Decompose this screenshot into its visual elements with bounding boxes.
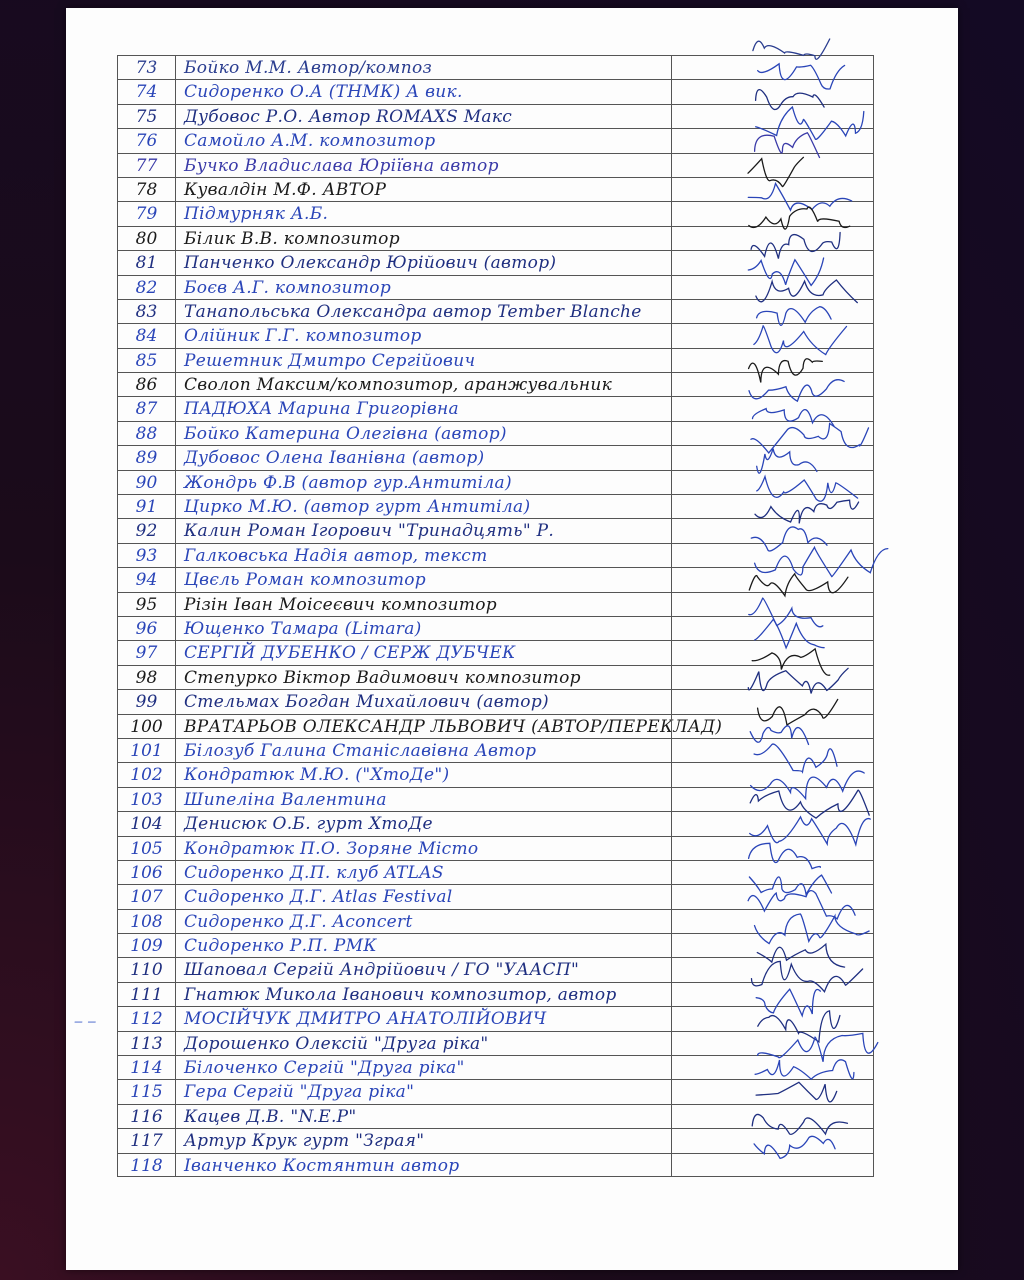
signature-cell <box>671 1154 673 1176</box>
signature-cell <box>671 763 673 786</box>
signature-cell <box>671 885 673 908</box>
table-row <box>117 323 874 347</box>
row-number: 91 <box>118 495 176 518</box>
participant-entry: Кондратюк М.Ю. ("ХтоДе") <box>184 765 450 786</box>
signature-cell <box>671 1007 673 1030</box>
table-row <box>117 421 874 445</box>
participant-entry: Галковська Надія автор, текст <box>184 545 488 566</box>
row-number: 115 <box>118 1080 176 1103</box>
participant-entry: Дубовос Р.О. Автор ROMAXS Макс <box>184 106 513 127</box>
signature-cell <box>671 715 673 738</box>
table-row <box>117 1031 874 1055</box>
signature-cell <box>671 788 673 811</box>
signature-cell <box>671 56 673 79</box>
participant-entry: Сидоренко Д.П. клуб ATLAS <box>184 862 444 883</box>
row-number: 99 <box>118 690 176 713</box>
row-number: 110 <box>118 958 176 981</box>
signature-cell <box>671 178 673 201</box>
row-number: 86 <box>118 373 176 396</box>
signature-cell <box>671 1105 673 1128</box>
signature-cell <box>671 544 673 567</box>
participant-entry: ВРАТАРЬОВ ОЛЕКСАНДР ЛЬВОВИЧ (АВТОР/ПЕРЕКЛАД) <box>184 716 723 737</box>
table-row <box>117 299 874 323</box>
participant-entry: Сидоренко Д.Г. Atlas Festival <box>184 887 453 908</box>
table-row <box>117 372 874 396</box>
table-row <box>117 1079 874 1103</box>
signature-cell <box>671 983 673 1006</box>
table-row <box>117 567 874 591</box>
participant-entry: Білик В.В. композитор <box>184 228 400 249</box>
participant-entry: Сволоп Максим/композитор, аранжувальник <box>184 375 613 396</box>
signature-cell <box>671 690 673 713</box>
signature-cell <box>671 958 673 981</box>
signature-cell <box>671 471 673 494</box>
table-row <box>117 226 874 250</box>
row-number: 113 <box>118 1032 176 1055</box>
signature-cell <box>671 934 673 957</box>
table-row <box>117 1055 874 1079</box>
participant-entry: Решетник Дмитро Сергійович <box>184 350 476 371</box>
participant-entry: МОСІЙЧУК ДМИТРО АНАТОЛІЙОВИЧ <box>184 1009 547 1030</box>
participant-entry: Бойко Катерина Олегівна (автор) <box>184 423 507 444</box>
signature-cell <box>671 105 673 128</box>
participant-entry: Підмурняк А.Б. <box>184 204 329 225</box>
table-row <box>117 348 874 372</box>
signature-cell <box>671 349 673 372</box>
row-number: 111 <box>118 983 176 1006</box>
participant-entry: Жондрь Ф.В (автор гур.Антитіла) <box>184 472 512 493</box>
signature-cell <box>671 666 673 689</box>
participant-entry: Сидоренко Р.П. РМК <box>184 936 377 957</box>
signature-cell <box>671 519 673 542</box>
table-row <box>117 738 874 762</box>
table-row <box>117 909 874 933</box>
participant-entry: Цвєль Роман композитор <box>184 570 426 591</box>
table-row <box>117 177 874 201</box>
row-number: 100 <box>118 715 176 738</box>
row-number: 85 <box>118 349 176 372</box>
row-number: 78 <box>118 178 176 201</box>
row-number: 95 <box>118 593 176 616</box>
table-row <box>117 128 874 152</box>
participant-entry: Боєв А.Г. композитор <box>184 277 392 298</box>
signature-cell <box>671 641 673 664</box>
table-row <box>117 275 874 299</box>
participant-entry: Стельмах Богдан Михайлович (автор) <box>184 692 549 713</box>
signature-cell <box>671 227 673 250</box>
table-row <box>117 933 874 957</box>
table-row <box>117 762 874 786</box>
table-row <box>117 543 874 567</box>
table-row <box>117 836 874 860</box>
row-number: 84 <box>118 324 176 347</box>
table-row <box>117 153 874 177</box>
row-number: 103 <box>118 788 176 811</box>
table-row <box>117 982 874 1006</box>
participant-entry: Дубовос Олена Іванівна (автор) <box>184 448 485 469</box>
row-number: 93 <box>118 544 176 567</box>
row-number: 106 <box>118 861 176 884</box>
participant-entry: Іванченко Костянтин автор <box>184 1155 460 1176</box>
row-number: 108 <box>118 910 176 933</box>
participant-entry: Бойко М.М. Автор/композ <box>184 58 433 78</box>
participant-entry: Артур Крук гурт "Зграя" <box>184 1131 425 1152</box>
signature-cell <box>671 373 673 396</box>
table-row <box>117 494 874 518</box>
margin-mark: ‒ ‒ <box>74 1014 97 1030</box>
signature-cell <box>671 154 673 177</box>
participant-entry: Цирко М.Ю. (автор гурт Антитіла) <box>184 497 531 518</box>
participant-entry: Степурко Віктор Вадимович композитор <box>184 667 581 688</box>
row-number: 104 <box>118 812 176 835</box>
table-row <box>117 518 874 542</box>
participant-entry: Дорошенко Олексій "Друга ріка" <box>184 1033 489 1054</box>
participant-entry: Олійник Г.Г. композитор <box>184 326 422 347</box>
row-number: 98 <box>118 666 176 689</box>
participant-entry: Денисюк О.Б. гурт ХтоДе <box>184 814 433 835</box>
participant-entry: Сидоренко О.А (ТНМК) А вик. <box>184 82 463 103</box>
row-number: 80 <box>118 227 176 250</box>
table-row <box>117 592 874 616</box>
participant-entry: Білоченко Сергій "Друга ріка" <box>184 1058 465 1079</box>
table-row <box>117 55 874 79</box>
signature-cell <box>671 837 673 860</box>
signature-cell <box>671 422 673 445</box>
table-row <box>117 860 874 884</box>
row-number: 117 <box>118 1129 176 1152</box>
table-row <box>117 1006 874 1030</box>
participant-entry: ПАДЮХА Марина Григорівна <box>184 399 459 420</box>
participant-entry: Кувалдін М.Ф. АВТОР <box>184 179 387 200</box>
signature-cell <box>671 202 673 225</box>
table-row <box>117 1104 874 1128</box>
participant-entry: Білозуб Галина Станіславівна Автор <box>184 740 537 761</box>
participant-entry: Танапольська Олександра автор Tember Blanche <box>184 301 642 322</box>
table-row <box>117 689 874 713</box>
row-number: 89 <box>118 446 176 469</box>
table-row <box>117 787 874 811</box>
signature-cell <box>671 495 673 518</box>
participant-entry: Кондратюк П.О. Зоряне Місто <box>184 838 479 859</box>
row-number: 107 <box>118 885 176 908</box>
row-number: 74 <box>118 80 176 103</box>
participant-entry: Гера Сергій "Друга ріка" <box>184 1082 415 1103</box>
signature-cell <box>671 397 673 420</box>
row-number: 81 <box>118 251 176 274</box>
table-row <box>117 640 874 664</box>
table-row <box>117 811 874 835</box>
participant-entry: Сидоренко Д.Г. Aconcert <box>184 911 413 932</box>
table-row <box>117 1128 874 1152</box>
signature-cell <box>671 276 673 299</box>
signature-cell <box>671 251 673 274</box>
signature-cell <box>671 80 673 103</box>
signature-cell <box>671 617 673 640</box>
row-number: 101 <box>118 739 176 762</box>
signature-cell <box>671 568 673 591</box>
participant-entry: Шаповал Сергій Андрійович / ГО "УААСП" <box>184 960 580 981</box>
row-number: 87 <box>118 397 176 420</box>
participant-entry: СЕРГІЙ ДУБЕНКО / СЕРЖ ДУБЧЕК <box>184 643 516 664</box>
signature-cell <box>671 446 673 469</box>
row-number: 96 <box>118 617 176 640</box>
row-number: 73 <box>118 56 176 79</box>
participant-entry: Гнатюк Микола Іванович композитор, автор <box>184 984 617 1005</box>
row-number: 97 <box>118 641 176 664</box>
row-number: 105 <box>118 837 176 860</box>
participant-entry: Ющенко Тамара (Limara) <box>184 618 422 639</box>
row-number: 102 <box>118 763 176 786</box>
signature-cell <box>671 129 673 152</box>
signature-cell <box>671 324 673 347</box>
row-number: 118 <box>118 1154 176 1176</box>
signature-cell <box>671 1129 673 1152</box>
row-number: 114 <box>118 1056 176 1079</box>
row-number: 76 <box>118 129 176 152</box>
row-number: 79 <box>118 202 176 225</box>
participant-entry: Кацев Д.В. "N.E.P" <box>184 1106 357 1127</box>
table-row <box>117 1153 874 1177</box>
participant-entry: Самойло А.М. композитор <box>184 131 436 152</box>
row-number: 82 <box>118 276 176 299</box>
participant-entry: Панченко Олександр Юрійович (автор) <box>184 253 557 274</box>
participant-entry: Калин Роман Ігорович "Тринадцять" Р. <box>184 521 555 542</box>
table-row <box>117 250 874 274</box>
table-row <box>117 957 874 981</box>
table-row <box>117 665 874 689</box>
signature-cell <box>671 1032 673 1055</box>
row-number: 90 <box>118 471 176 494</box>
table-row <box>117 104 874 128</box>
participant-entry: Шипеліна Валентина <box>184 789 387 810</box>
row-number: 75 <box>118 105 176 128</box>
table-row <box>117 470 874 494</box>
table-row <box>117 714 874 738</box>
signature-cell <box>671 1056 673 1079</box>
signature-cell <box>671 812 673 835</box>
row-number: 112 <box>118 1007 176 1030</box>
row-number: 77 <box>118 154 176 177</box>
signature-cell <box>671 593 673 616</box>
table-row <box>117 79 874 103</box>
table-row <box>117 445 874 469</box>
signature-sheet <box>66 8 958 1270</box>
table-row <box>117 884 874 908</box>
participant-entry: Різін Іван Моісеєвич композитор <box>184 594 497 615</box>
table-row <box>117 201 874 225</box>
row-number: 109 <box>118 934 176 957</box>
signature-cell <box>671 1080 673 1103</box>
row-number: 116 <box>118 1105 176 1128</box>
participant-entry: Бучко Владислава Юріївна автор <box>184 155 499 176</box>
table-row <box>117 396 874 420</box>
table-row <box>117 616 874 640</box>
row-number: 94 <box>118 568 176 591</box>
signature-cell <box>671 739 673 762</box>
signature-table <box>117 55 874 1177</box>
row-number: 92 <box>118 519 176 542</box>
row-number: 83 <box>118 300 176 323</box>
signature-cell <box>671 861 673 884</box>
row-number: 88 <box>118 422 176 445</box>
signature-cell <box>671 300 673 323</box>
signature-cell <box>671 910 673 933</box>
